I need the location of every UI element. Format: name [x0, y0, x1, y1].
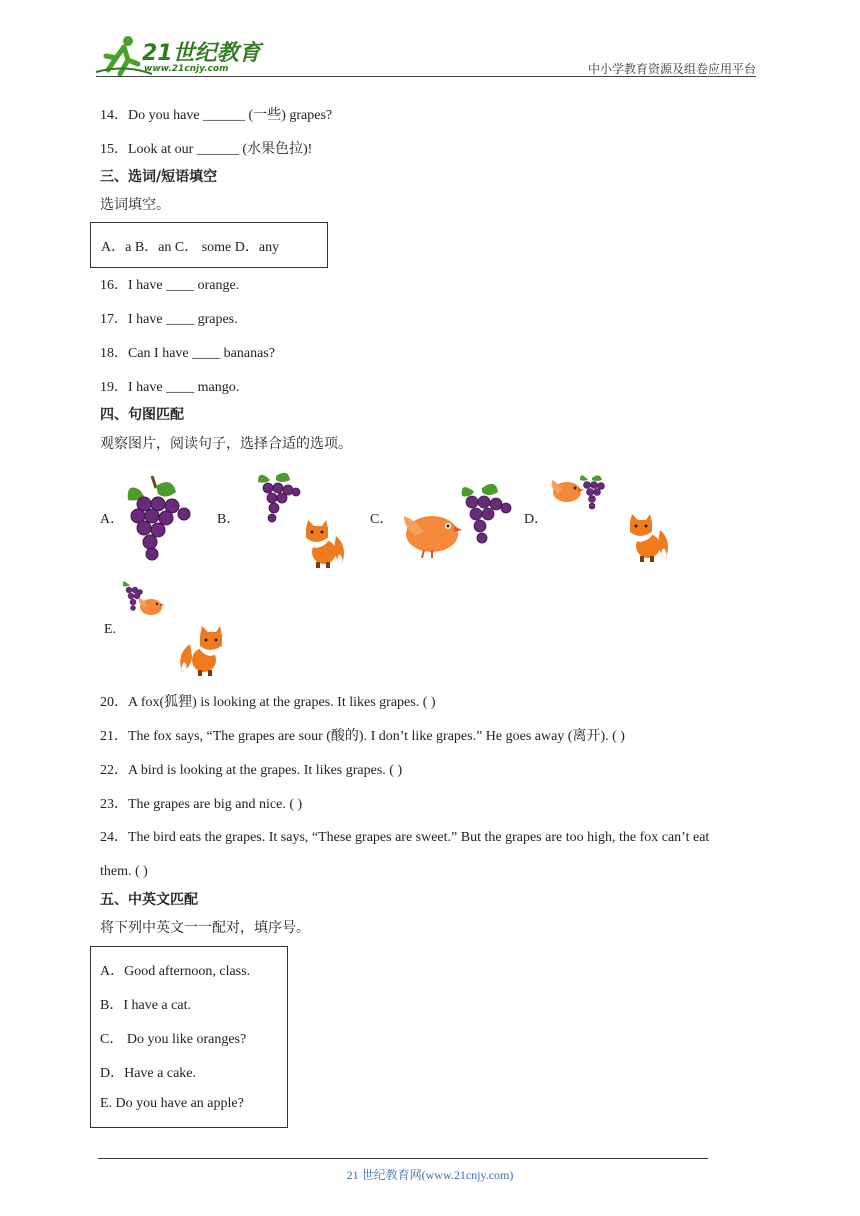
question-text: Do you have ______ (一些) grapes? — [128, 108, 333, 123]
question-number: 14． — [100, 108, 128, 123]
question-14 — [100, 106, 332, 126]
word-options-box — [90, 222, 328, 268]
question-text: The grapes are big and nice. ( ) — [128, 797, 303, 812]
footer-link[interactable]: 21 世纪教育网(www.21cnjy.com) — [346, 1168, 514, 1182]
question-number: 15． — [100, 142, 128, 157]
option-d: D．Have a cake. — [100, 1066, 197, 1081]
section-5-instruction: 将下列中英文一一配对，填序号。 — [100, 920, 310, 936]
question-text: I have ____ orange. — [128, 278, 240, 293]
bird-icon — [138, 594, 164, 618]
question-20 — [100, 693, 436, 713]
question-number: 22． — [100, 763, 128, 778]
footer-divider — [98, 1158, 708, 1159]
question-text: I have ____ mango. — [128, 380, 240, 395]
grapes-icon — [254, 466, 302, 524]
picture-label-a: A． — [100, 512, 125, 527]
option-e: E. Do you have an apple? — [100, 1096, 244, 1111]
header-platform-text: 中小学教育资源及组卷应用平台 — [587, 62, 756, 76]
question-text: A fox(狐狸) is looking at the grapes. It likes grapes. ( ) — [128, 695, 436, 710]
option-b: B．I have a cat. — [100, 998, 191, 1013]
fox-icon — [622, 512, 672, 562]
bird-icon — [402, 506, 462, 558]
picture-label-c: C． — [370, 512, 394, 527]
question-text: A bird is looking at the grapes. It likes grapes. ( ) — [128, 763, 403, 778]
question-18 — [100, 344, 275, 364]
grapes-icon — [456, 476, 512, 548]
question-text: I have ____ grapes. — [128, 312, 238, 327]
word-options: A．a B．an C． some D．any — [101, 240, 280, 255]
question-text: The bird eats the grapes. It says, “These grapes are sweet.” But the grapes are too high, the fox can’t eat — [128, 830, 710, 845]
section-4-instruction: 观察图片，阅读句子，选择合适的选项。 — [100, 436, 352, 452]
question-15 — [100, 140, 312, 160]
question-16 — [100, 276, 239, 296]
question-text: The fox says, “The grapes are sour (酸的). I don’t like grapes.” He goes away (离开). ( ) — [128, 729, 625, 744]
question-19 — [100, 378, 239, 398]
picture-label-d: D． — [524, 512, 549, 527]
question-17 — [100, 310, 238, 330]
section-5-title: 五、中英文匹配 — [100, 892, 198, 908]
question-number: 24． — [100, 830, 128, 845]
english-options-box — [90, 946, 288, 1128]
grapes-icon — [122, 470, 198, 562]
question-23 — [100, 795, 302, 815]
question-text: Can I have ____ bananas? — [128, 346, 275, 361]
question-24-continued: them. ( ) — [100, 864, 148, 879]
question-number: 18． — [100, 346, 128, 361]
fox-icon — [298, 518, 348, 568]
fox-icon — [176, 624, 230, 676]
question-number: 20． — [100, 695, 128, 710]
question-22 — [100, 761, 402, 781]
question-24 — [100, 828, 709, 848]
option-c: C． Do you like oranges? — [100, 1032, 247, 1047]
logo-text: 21世纪教育 — [142, 41, 261, 66]
picture-label-e: E. — [104, 622, 117, 637]
question-number: 21． — [100, 729, 128, 744]
logo-url: www.21cnjy.com — [144, 64, 229, 74]
question-text: Look at our ______ (水果色拉)! — [128, 142, 313, 157]
question-number: 17． — [100, 312, 128, 327]
header-divider — [96, 76, 756, 77]
question-number: 19． — [100, 380, 128, 395]
grapes-icon — [578, 470, 608, 510]
logo — [94, 34, 264, 78]
section-4-title: 四、句图匹配 — [100, 407, 184, 423]
question-number: 23． — [100, 797, 128, 812]
section-3-title: 三、选词/短语填空 — [100, 169, 218, 185]
option-a: A．Good afternoon, class. — [100, 964, 251, 979]
picture-label-b: B． — [217, 512, 241, 527]
question-number: 16． — [100, 278, 128, 293]
question-21 — [100, 727, 625, 747]
section-3-instruction: 选词填空。 — [100, 197, 170, 213]
